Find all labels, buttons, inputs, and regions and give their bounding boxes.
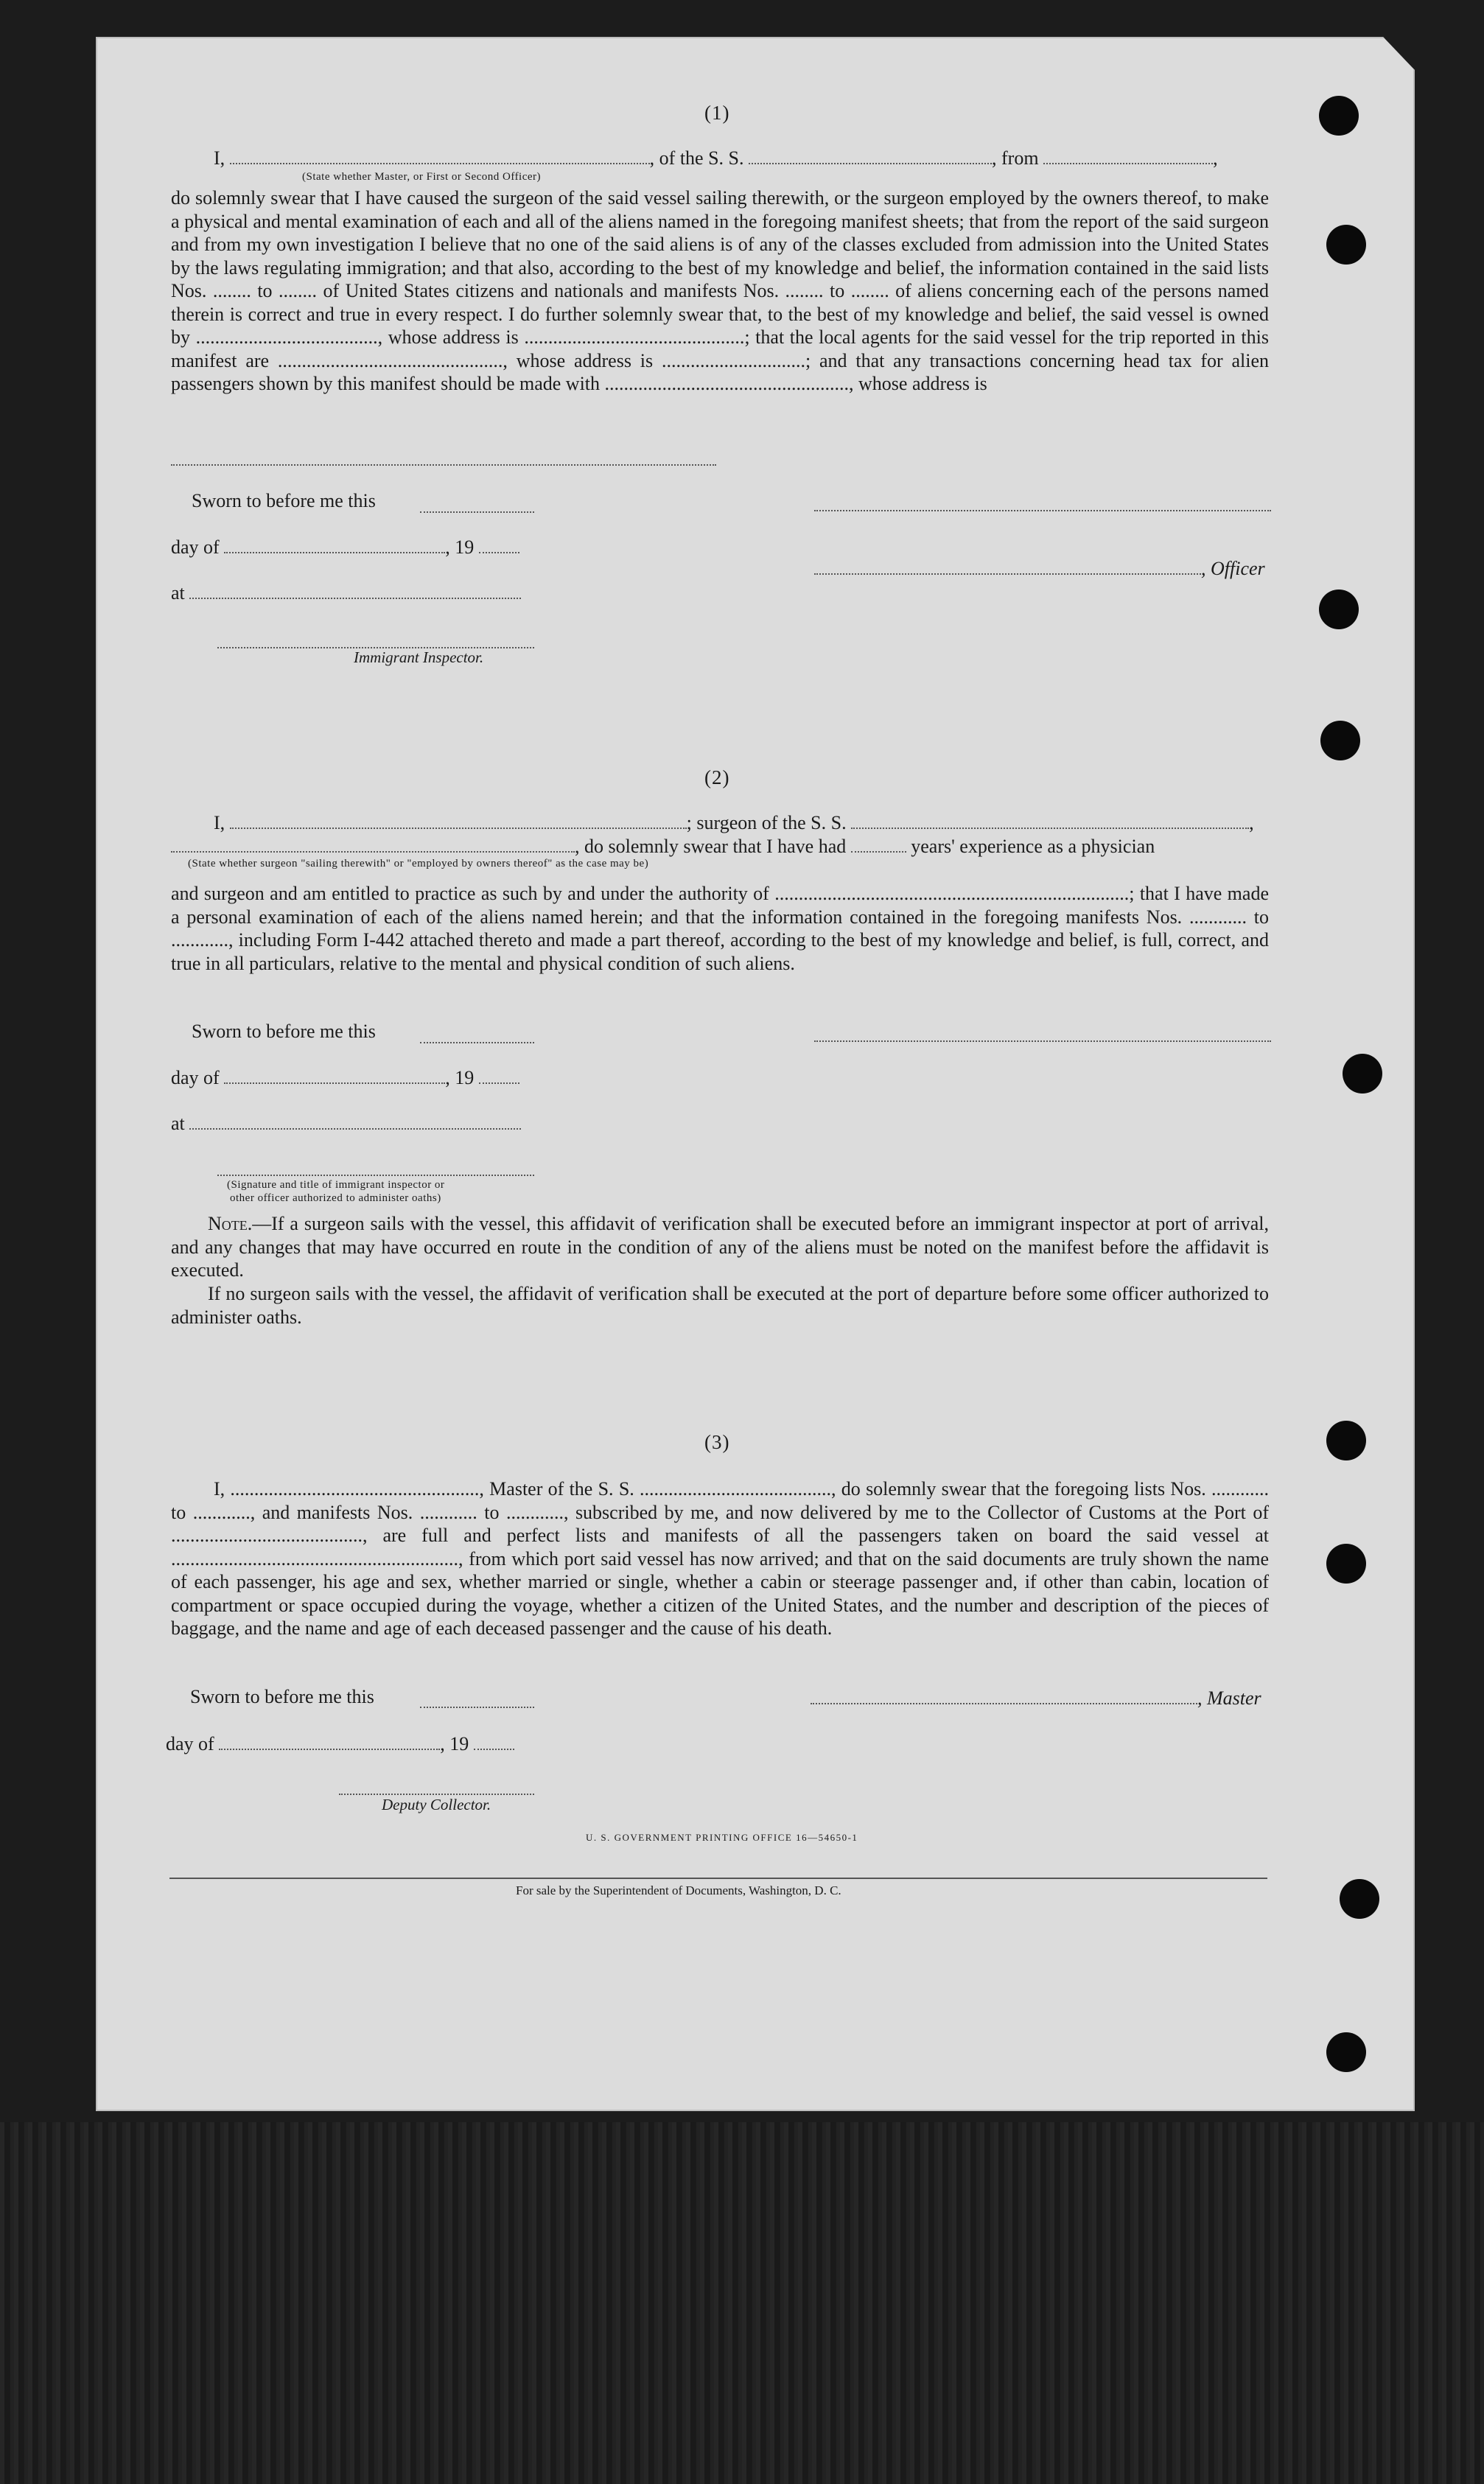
day-of-text: day of xyxy=(171,536,220,558)
years-field[interactable] xyxy=(851,836,906,853)
section-2-number: (2) xyxy=(704,766,730,788)
surgeon-name-field[interactable] xyxy=(230,813,687,829)
punch-hole xyxy=(1326,2032,1366,2072)
day-of-field[interactable] xyxy=(219,1734,440,1750)
punch-hole xyxy=(1343,1054,1382,1094)
section-1-address-line[interactable] xyxy=(171,463,716,466)
master-signature-field[interactable] xyxy=(811,1688,1197,1704)
year-field[interactable] xyxy=(479,537,519,553)
punch-hole xyxy=(1326,1544,1366,1584)
section-3-paragraph: I, ...................................................., Master of the S. S. ........................................, do solemnly swear that the foregoing lists Nos. ............ to ............, and manifests Nos. ............ to ............, subscribed by me, and now delivered by me to the Collector of Customs at the Port of ........................................, are full and perfect lists and manifests of all the passengers taken on board the said vessel at ............................................................, from which port said vessel has now arrived; and that on the said documents are truly shown the name of each passenger, his age and sex, whether married or single, whether a cabin or steerage passenger and, if other than cabin, location of compartment or space occupied during the voyage, whether a citizen of the United States, and the number and description of the pieces of baggage, and the name and age of each deceased passenger and the cause of his death. xyxy=(171,1478,1269,1639)
footer-rule xyxy=(169,1878,1267,1879)
rank-field[interactable] xyxy=(230,148,650,164)
section-2-day-of xyxy=(171,1067,519,1089)
swear-had-text: , do solemnly swear that I have had xyxy=(575,836,847,857)
section-1-paragraph: do solemnly swear that I have caused the surgeon of the said vessel sailing therewith, or the surgeon employed by the owners thereof, to make a physical and mental examination of each and all of the aliens named in the foregoing manifest sheets; that from the report of the said surgeon and from my own investigation I believe that no one of the said aliens is of any of the classes excluded from admission into the United States by the laws regulating immigration; and that also, according to the best of my knowledge and belief, the information contained in the said lists Nos. ........ to ........ of United States citizens and nationals and manifests Nos. ........ to ........ of aliens concerning each of the persons named therein is correct and true in every respect. I do further solemnly swear that, to the best of my knowledge and belief, the said vessel is owned by ......................................, whose address is ..............................................; that the local agents for the said vessel for the trip reported in this manifest are ..............................................., whose address is ..............................; and that any transactions concerning head tax for alien passengers shown by this manifest should be made with ..................................................., whose address is xyxy=(171,187,1269,394)
of-ss-text: , of the S. S. xyxy=(649,147,744,169)
sig-caption-1: (Signature and title of immigrant inspector or xyxy=(227,1179,445,1191)
note-label: Note. xyxy=(208,1213,253,1234)
for-sale-note: For sale by the Superintendent of Documents, Washington, D. C. xyxy=(516,1883,841,1897)
surgeon-caption: (State whether surgeon "sailing therewith" or "employed by owners thereof" as the case may be) xyxy=(188,858,649,870)
surgeon-signature-field[interactable] xyxy=(814,1039,1271,1042)
section-2-sworn: Sworn to before me this xyxy=(192,1021,376,1042)
oath-start-text: I, xyxy=(214,147,225,169)
year-text: , 19 xyxy=(445,536,475,558)
note-text-1: —If a surgeon sails with the vessel, this affidavit of verification shall be executed before an immigrant inspector at port of arrival, and any changes that may have occurred en route in the condition of any of the aliens must be noted on the manifest before the affidavit is executed. xyxy=(171,1213,1269,1281)
section-2-note-2 xyxy=(171,1282,1269,1329)
section-1-sworn: Sworn to before me this xyxy=(192,490,376,511)
section-2-paragraph: and surgeon and am entitled to practice as such by and under the authority of ..........................................................................; that I have made a personal examination of each of the aliens named herein; and that the information contained in the foregoing manifests Nos. ............ to ............, including Form I-442 attached thereto and made a part thereof, according to the best of my knowledge and belief, is full, correct, and true in all particulars, relative to the mental and physical condition of such aliens. xyxy=(171,883,1269,974)
officer-label: , Officer xyxy=(1201,558,1265,579)
punch-hole xyxy=(1326,225,1366,265)
vessel-name-field[interactable] xyxy=(851,813,1249,829)
vessel-name-field[interactable] xyxy=(749,148,992,164)
sworn-date-field[interactable] xyxy=(420,1040,534,1043)
at-place-field[interactable] xyxy=(189,1113,521,1130)
from-port-field[interactable] xyxy=(1043,148,1213,164)
surgeon-type-field[interactable] xyxy=(171,836,575,853)
oath-start-text: I, xyxy=(214,812,225,833)
section-2-experience-line xyxy=(171,836,1155,858)
section-3-master xyxy=(811,1687,1261,1710)
section-2-inspector-signature-field[interactable] xyxy=(217,1173,534,1176)
section-2-oath-line: I, ; surgeon of the S. S. , xyxy=(214,812,1254,833)
year-field[interactable] xyxy=(474,1734,514,1750)
punch-hole xyxy=(1340,1879,1379,1919)
section-1-oath-line: I, , of the S. S. , from , xyxy=(214,147,1218,169)
printing-office-line: U. S. GOVERNMENT PRINTING OFFICE 16—54650-1 xyxy=(586,1832,858,1843)
deputy-collector-label: Deputy Collector. xyxy=(382,1796,491,1813)
day-of-field[interactable] xyxy=(224,537,445,553)
at-place-field[interactable] xyxy=(189,583,521,599)
punch-hole xyxy=(1320,721,1360,760)
deputy-signature-field[interactable] xyxy=(339,1792,534,1795)
section-1-number: (1) xyxy=(704,102,730,124)
year-text: , 19 xyxy=(440,1733,469,1754)
day-of-text: day of xyxy=(166,1733,214,1754)
surgeon-of-text: ; surgeon of the S. S. xyxy=(686,812,847,833)
section-2-note xyxy=(171,1212,1269,1282)
section-3-number: (3) xyxy=(704,1431,730,1453)
rank-caption: (State whether Master, or First or Second Officer) xyxy=(302,171,542,183)
section-1-day-of xyxy=(171,536,519,559)
year-text: , 19 xyxy=(445,1067,475,1088)
punch-hole xyxy=(1319,589,1359,629)
sworn-date-field[interactable] xyxy=(420,1705,534,1708)
at-text: at xyxy=(171,1113,185,1134)
inspector-label: Immigrant Inspector. xyxy=(354,648,484,666)
day-of-text: day of xyxy=(171,1067,220,1088)
section-1-at xyxy=(171,582,521,604)
section-3-sworn: Sworn to before me this xyxy=(190,1686,374,1707)
scan-background xyxy=(0,2122,1484,2484)
punch-hole xyxy=(1326,1421,1366,1460)
sig-caption-2: other officer authorized to administer oaths) xyxy=(230,1192,441,1204)
sworn-date-field[interactable] xyxy=(420,510,534,513)
officer-name-field[interactable] xyxy=(814,559,1201,575)
section-3-day-of xyxy=(166,1733,514,1755)
years-experience-text: years' experience as a physician xyxy=(911,836,1155,857)
section-2-at xyxy=(171,1113,521,1135)
note-text-2: If no surgeon sails with the vessel, the affidavit of verification shall be executed at the port of departure before some officer authorized to administer oaths. xyxy=(171,1283,1269,1328)
section-1-officer xyxy=(814,558,1265,580)
officer-signature-field[interactable] xyxy=(814,508,1271,511)
from-text: , from xyxy=(992,147,1039,169)
year-field[interactable] xyxy=(479,1068,519,1084)
master-label: , Master xyxy=(1197,1687,1261,1709)
at-text: at xyxy=(171,582,185,603)
day-of-field[interactable] xyxy=(224,1068,445,1084)
punch-hole xyxy=(1319,96,1359,136)
